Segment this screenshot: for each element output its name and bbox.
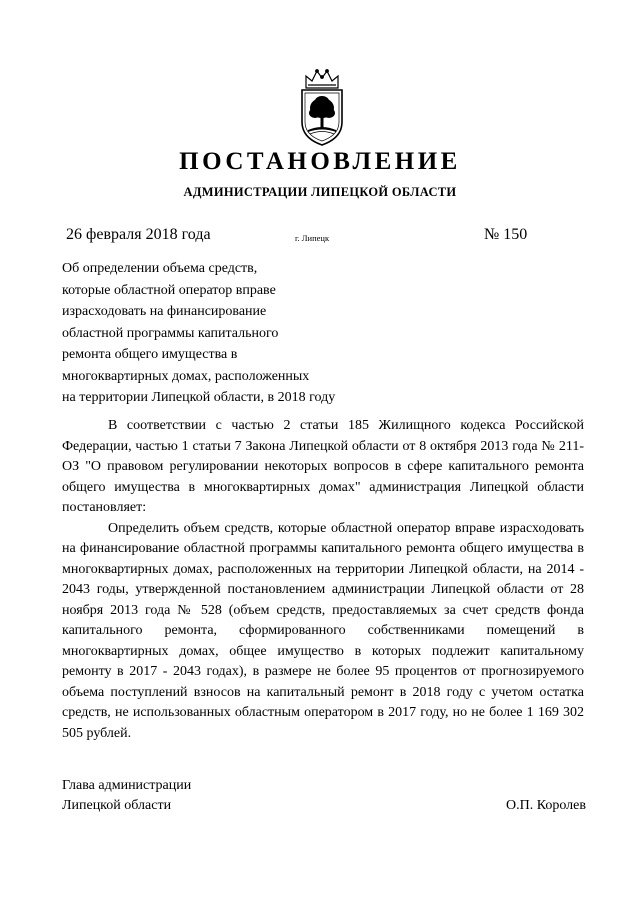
oak-tree-icon <box>309 96 335 128</box>
document-number: № 150 <box>484 226 528 243</box>
signatory-position-line: Глава администрации <box>62 778 192 793</box>
subject-line: израсходовать на финансирование <box>62 304 267 319</box>
document-date: 26 февраля 2018 года <box>66 226 211 243</box>
signatory-name: О.П. Королев <box>506 798 586 813</box>
crown-icon <box>306 70 338 88</box>
body-paragraph-preamble: В соответствии с частью 2 статьи 185 Жилищного кодекса Российской Федерации, частью 1 статьи 7 Закона Липецкой области от 8 октября 2013 года № 211-ОЗ "О правовом регулировании некоторых вопросов в сфере капитального ремонта общего имущества в многоквартирных домах" администрация Липецкой области постановляет: <box>62 418 584 515</box>
subject-line: на территории Липецкой области, в 2018 году <box>62 390 336 405</box>
signatory-position <box>62 776 191 816</box>
subject-line: многоквартирных домах, расположенных <box>62 368 310 384</box>
document-subject <box>62 258 382 409</box>
body-paragraph-resolution: Определить объем средств, которые областной оператор вправе израсходовать на финансирование областной программы капитального ремонта общего имущества в многоквартирных домах, расположенных на территории Липецкой области, на 2014 - 2043 годы, утвержденной постановлением администрации Липецкой области от 28 ноября 2013 года № 528 (объем средств, предоставляемых за счет средств фонда капитального ремонта, сформированного собственниками помещений в многоквартирных домах, общее имущество в которых подлежит капитальному ремонту в 2017 - 2043 годах), в размере не более 95 процентов от прогнозируемого объема поступлений взносов на капитальный ремонт в 2018 году с учетом остатка средств, не использованных областным оператором в 2017 году, но не более 1 169 302 505 рублей. <box>62 520 584 741</box>
subject-line: ремонта общего имущества в <box>62 347 238 362</box>
subject-line: Об определении объема средств, <box>62 261 258 276</box>
signatory-position-line: Липецкой области <box>62 798 172 813</box>
document-city: г. Липецк <box>295 233 330 243</box>
subject-line: областной программы капитального <box>62 325 279 341</box>
document-issuer: АДМИНИСТРАЦИИ ЛИПЕЦКОЙ ОБЛАСТИ <box>183 185 457 199</box>
coat-of-arms-icon <box>296 68 348 148</box>
document-title: ПОСТАНОВЛЕНИЕ <box>179 148 461 175</box>
subject-line: которые областной оператор вправе <box>62 282 276 298</box>
document-body <box>62 416 584 744</box>
